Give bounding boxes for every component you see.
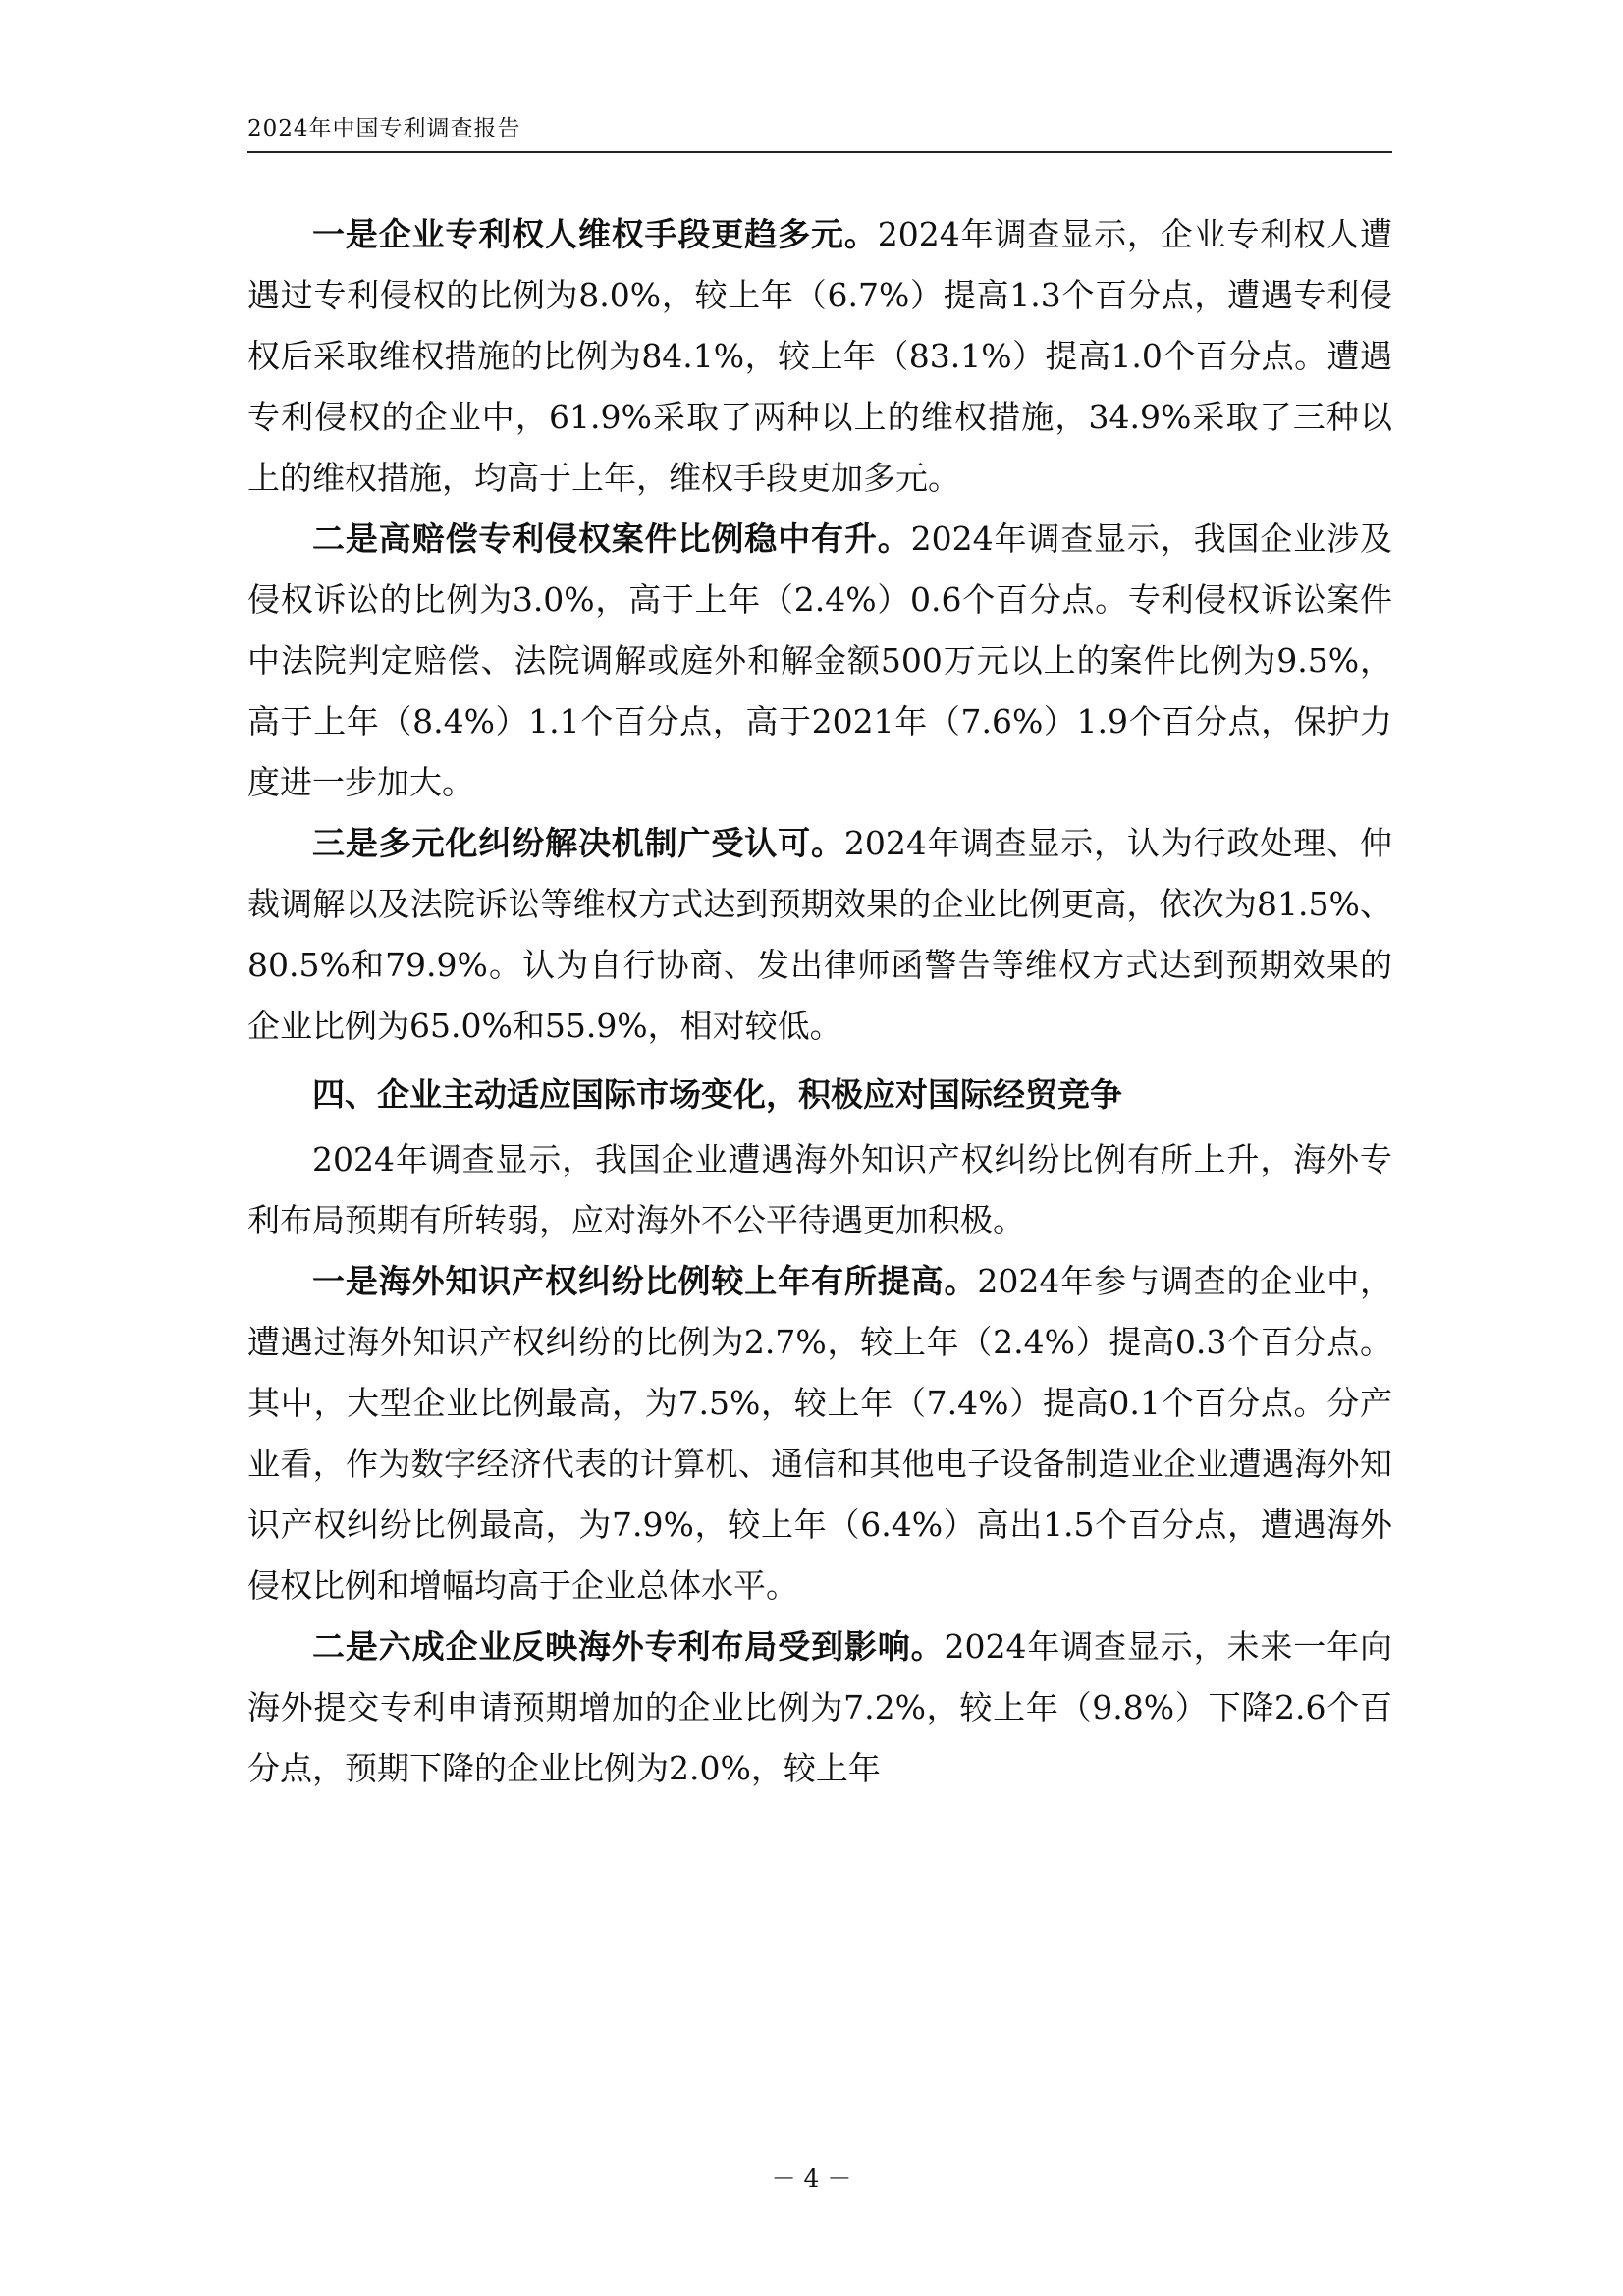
paragraph-text: 2024年调查显示，我国企业涉及侵权诉讼的比例为3.0%，高于上年（2.4%）0.6个百分点。专利侵权诉讼案件中法院判定赔偿、法院调解或庭外和解金额500万元以上的案件比例为9.5%，高于上年（8.4%）1.1个百分点，高于2021年（7.6%）1.9个百分点，保护力度进一步加大。 [247, 519, 1392, 801]
paragraph-text: 2024年调查显示，企业专利权人遭遇过专利侵权的比例为8.0%，较上年（6.7%）提高1.3个百分点，遭遇专利侵权后采取维权措施的比例为84.1%，较上年（83.1%）提高1.0个百分点。遭遇专利侵权的企业中，61.9%采取了两种以上的维权措施，34.9%采取了三种以上的维权措施，均高于上年，维权手段更加多元。 [247, 215, 1393, 497]
section-heading-text: 四、企业主动适应国际市场变化，积极应对国际经贸竞争 [312, 1075, 1122, 1114]
page-number: － 4 － [771, 2164, 852, 2193]
paragraph-dispute-resolution [247, 813, 1392, 1057]
paragraph-lead: 二是六成企业反映海外专利布局受到影响。 [312, 1627, 945, 1666]
paragraph-lead: 二是高赔偿专利侵权案件比例稳中有升。 [312, 519, 911, 558]
paragraph-lead: 一是企业专利权人维权手段更趋多元。 [312, 215, 878, 253]
paragraph-text: 2024年调查显示，认为行政处理、仲裁调解以及法院诉讼等维权方式达到预期效果的企业比例更高，依次为81.5%、80.5%和79.9%。认为自行协商、发出律师函警告等维权方式达到预期效果的企业比例为65.0%和55.9%，相对较低。 [247, 824, 1392, 1045]
paragraph-text: 2024年调查显示，未来一年向海外提交专利申请预期增加的企业比例为7.2%，较上年（9.8%）下降2.6个百分点，预期下降的企业比例为2.0%，较上年 [247, 1627, 1393, 1787]
body-text [247, 204, 1392, 1799]
paragraph-overseas-disputes [247, 1251, 1392, 1616]
paragraph-rights-protection [247, 204, 1392, 509]
header-rule [247, 151, 1392, 153]
section-heading [247, 1065, 1392, 1125]
section-intro: 2024年调查显示，我国企业遭遇海外知识产权纠纷比例有所上升，海外专利布局预期有所转弱，应对海外不公平待遇更加积极。 [247, 1140, 1392, 1239]
paragraph-high-compensation [247, 509, 1392, 813]
paragraph-text: 2024年参与调查的企业中，遭遇过海外知识产权纠纷的比例为2.7%，较上年（2.4%）提高0.3个百分点。其中，大型企业比例最高，为7.5%，较上年（7.4%）提高0.1个百分点。分产业看，作为数字经济代表的计算机、通信和其他电子设备制造业企业遭遇海外知识产权纠纷比例最高，为7.9%，较上年（6.4%）高出1.5个百分点，遭遇海外侵权比例和增幅均高于企业总体水平。 [247, 1262, 1392, 1605]
paragraph-lead: 三是多元化纠纷解决机制广受认可。 [312, 824, 844, 862]
paragraph-lead: 一是海外知识产权纠纷比例较上年有所提高。 [312, 1262, 978, 1300]
paragraph-overseas-layout [247, 1616, 1392, 1799]
running-header: 2024年中国专利调查报告 [247, 116, 521, 141]
